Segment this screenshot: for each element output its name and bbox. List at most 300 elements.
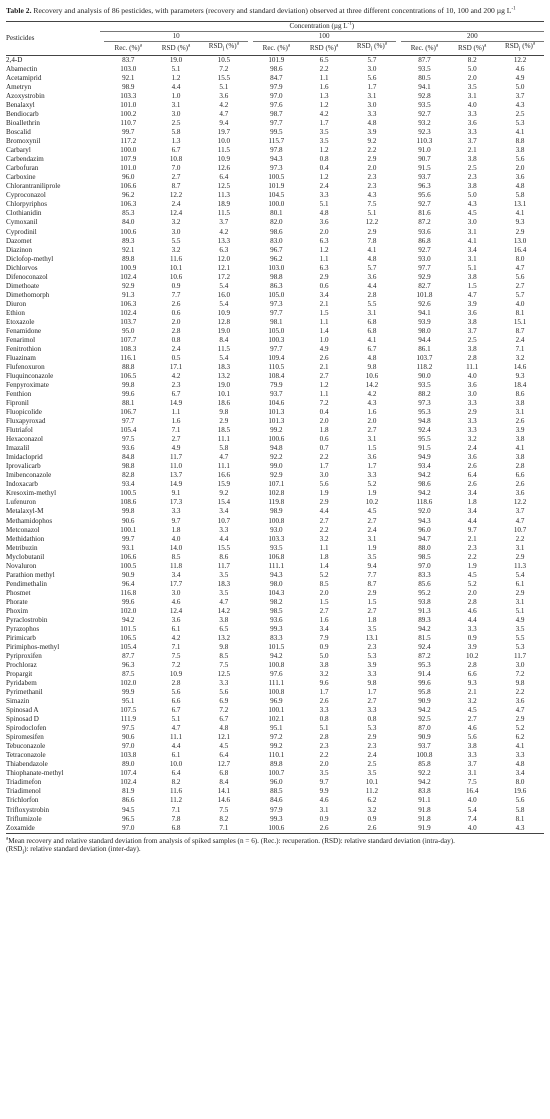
table-row [6,255,544,264]
pesticide-name: Spinosad A [6,706,39,715]
value-cell: 2.7 [319,372,329,380]
pesticide-name: Carbendazim [6,155,44,164]
value-cell: 91.5 [418,444,431,453]
table-row [6,336,544,345]
value-cell: 3.5 [219,588,229,597]
value-cell: 3.0 [319,471,329,480]
value-cell: 5.5 [171,236,181,245]
value-cell: 18.9 [217,200,231,209]
value-cell: 13.3 [217,236,231,245]
value-cell: 9.1 [171,489,181,498]
value-cell: 5.3 [515,642,525,651]
value-cell: 5.1 [467,263,477,272]
value-cell: 7.5 [367,200,377,209]
table-row [6,381,544,390]
value-cell: 96.0 [270,778,283,787]
value-cell: 5.2 [515,724,525,733]
value-cell: 92.1 [122,73,135,82]
value-cell: 3.5 [319,769,329,778]
pesticide-name: Fluazinam [6,353,36,362]
value-cell: 2.2 [367,146,377,155]
value-cell: 2.9 [367,155,377,164]
value-cell: 1.8 [367,615,377,624]
value-cell: 10.2 [365,498,379,507]
value-cell: 108.6 [120,498,137,507]
value-cell: 97.3 [270,164,283,173]
value-cell: 102.4 [120,308,137,317]
value-cell: 4.4 [467,516,477,525]
value-cell: 3.1 [467,92,477,101]
value-cell: 8.6 [515,390,525,399]
value-cell: 2.4 [367,525,377,534]
value-cell: 4.2 [367,390,377,399]
value-cell: 1.8 [319,552,329,561]
value-cell: 8.6 [219,552,229,561]
value-cell: 92.9 [418,272,431,281]
table-row [6,453,544,462]
value-cell: 3.2 [467,697,477,706]
table-row [6,264,544,273]
value-cell: 1.9 [467,561,477,570]
value-cell: 1.5 [319,308,329,317]
pesticide-name: Bioallethrin [6,119,40,128]
value-cell: 14.9 [169,480,183,489]
value-cell: 11.8 [169,561,183,570]
value-cell: 100.1 [268,706,285,715]
value-cell: 104.3 [268,588,285,597]
value-cell: 91.0 [418,146,431,155]
value-cell: 4.5 [467,209,477,218]
value-cell: 95.3 [418,408,431,417]
value-cell: 9.7 [319,778,329,787]
value-cell: 3.4 [219,507,229,516]
value-cell: 2.7 [171,435,181,444]
value-cell: 100.5 [268,173,285,182]
value-cell: 7.7 [171,290,181,299]
value-cell: 83.0 [270,236,283,245]
value-cell: 3.3 [467,624,477,633]
value-cell: 80.5 [418,73,431,82]
value-cell: 6.1 [515,579,525,588]
value-cell: 2.5 [467,335,477,344]
value-cell: 107.5 [120,706,137,715]
value-cell: 2.0 [319,588,329,597]
value-cell: 3.7 [515,92,525,101]
value-cell: 6.4 [219,173,229,182]
value-cell: 100.5 [120,561,137,570]
value-cell: 4.1 [515,209,525,218]
value-cell: 101.3 [268,408,285,417]
value-cell: 91.1 [418,796,431,805]
value-cell: 93.0 [270,525,283,534]
value-cell: 6.5 [219,624,229,633]
value-cell: 95.1 [270,724,283,733]
value-cell: 12.4 [169,209,183,218]
pesticide-name: Novaluron [6,561,37,570]
value-cell: 101.0 [120,164,137,173]
value-cell: 1.8 [171,525,181,534]
value-cell: 4.7 [515,706,525,715]
value-cell: 104.6 [268,399,285,408]
value-cell: 87.5 [122,670,135,679]
table-row [6,607,544,616]
value-cell: 3.3 [467,110,477,119]
value-cell: 5.7 [367,55,377,64]
value-cell: 9.8 [367,679,377,688]
value-cell: 4.1 [367,335,377,344]
subheader-rsd-100 [300,42,348,55]
value-cell: 92.9 [270,471,283,480]
subheader-rsd-text: RSD (%) [457,44,485,53]
value-cell: 95.2 [418,588,431,597]
value-cell: 95.5 [418,435,431,444]
value-cell: 2.3 [171,381,181,390]
value-cell: 4.2 [219,227,229,236]
value-cell: 14.2 [217,606,231,615]
value-cell: 3.8 [515,399,525,408]
value-cell: 3.1 [319,805,329,814]
value-cell: 3.9 [515,426,525,435]
pesticide-name: Pendimethalin [6,579,47,588]
value-cell: 101.5 [120,624,137,633]
value-cell: 2.0 [319,760,329,769]
value-cell: 4.3 [467,200,477,209]
value-cell: 106.3 [120,299,137,308]
value-cell: 3.5 [367,769,377,778]
value-cell: 83.3 [418,570,431,579]
value-cell: 4.8 [367,254,377,263]
pesticide-name: Flufenoxuron [6,362,45,371]
results-table [6,21,544,833]
value-cell: 3.5 [319,128,329,137]
value-cell: 96.2 [122,191,135,200]
value-cell: 4.1 [467,236,477,245]
pesticide-name: Fenarimol [6,335,36,344]
value-cell: 3.0 [367,64,377,73]
value-cell: 4.6 [171,597,181,606]
value-cell: 2.9 [467,408,477,417]
value-cell: 17.1 [169,362,183,371]
caption-sup: -1 [511,6,516,12]
value-cell: 18.3 [217,362,231,371]
value-cell: 101.3 [268,417,285,426]
value-cell: 5.2 [367,480,377,489]
value-cell: 94.5 [122,805,135,814]
value-cell: 84.8 [122,453,135,462]
value-cell: 102.0 [120,679,137,688]
value-cell: 3.1 [467,769,477,778]
value-cell: 5.3 [515,119,525,128]
value-cell: 2.2 [319,453,329,462]
value-cell: 92.7 [418,110,431,119]
pesticide-name: Fluopicolide [6,408,42,417]
value-cell: 3.3 [367,471,377,480]
value-cell: 93.5 [418,381,431,390]
value-cell: 4.4 [467,615,477,624]
value-cell: 91.9 [418,823,431,832]
value-cell: 13.1 [365,633,379,642]
value-cell: 1.2 [319,381,329,390]
value-cell: 103.0 [120,64,137,73]
value-cell: 4.8 [515,760,525,769]
value-cell: 6.7 [171,706,181,715]
value-cell: 7.1 [171,642,181,651]
value-cell: 2.1 [467,534,477,543]
pesticide-name: Cymoxanil [6,218,38,227]
value-cell: 89.8 [122,254,135,263]
value-cell: 3.8 [219,615,229,624]
value-cell: 7.8 [367,236,377,245]
value-cell: 87.2 [418,651,431,660]
value-cell: 19.0 [169,55,183,64]
value-cell: 85.6 [418,579,431,588]
value-cell: 5.6 [515,796,525,805]
value-cell: 99.3 [270,624,283,633]
value-cell: 12.1 [217,733,231,742]
value-cell: 11.1 [466,362,479,371]
value-cell: 9.8 [367,362,377,371]
value-cell: 92.4 [418,642,431,651]
pesticide-name: Methamidophos [6,516,53,525]
value-cell: 96.0 [418,525,431,534]
value-cell: 2.4 [467,444,477,453]
value-cell: 95.8 [418,688,431,697]
value-cell: 10.1 [365,778,379,787]
value-cell: 7.4 [467,814,477,823]
value-cell: 3.2 [319,534,329,543]
subheader-rsdi-text: RSD [504,42,519,51]
value-cell: 3.7 [467,137,477,146]
value-cell: 6.1 [171,751,181,760]
value-cell: 9.2 [367,137,377,146]
pesticide-name: Azoxystrobin [6,92,45,101]
value-cell: 5.6 [319,480,329,489]
value-cell: 7.2 [171,661,181,669]
value-cell: 7.2 [219,64,229,73]
value-cell: 3.4 [515,769,525,778]
subheader-rsd-sup: a [484,43,487,49]
value-cell: 10.8 [169,155,183,164]
value-cell: 84.0 [122,218,135,227]
pesticide-name: Bendiocarb [6,110,39,119]
value-cell: 4.4 [367,281,377,290]
pesticide-name: Simazin [6,697,30,706]
value-cell: 107.1 [268,480,285,489]
pesticide-name: Pirimicarb [6,633,36,642]
value-cell: 94.2 [418,471,431,480]
value-cell: 2.6 [171,299,181,308]
value-cell: 2.0 [467,588,477,597]
value-cell: 3.2 [319,670,329,679]
table-row [6,399,544,408]
value-cell: 6.4 [219,751,229,760]
value-cell: 6.9 [219,697,229,706]
value-cell: 3.6 [467,453,477,462]
pesticide-name: Iprovalicarb [6,462,41,471]
table-row [6,616,544,625]
pesticide-name: Diuron [6,299,27,308]
value-cell: 13.2 [217,372,231,380]
value-cell: 3.3 [367,706,377,715]
value-cell: 87.2 [418,218,431,227]
value-cell: 2.9 [367,588,377,597]
table-row [6,300,544,309]
table-row [6,354,544,363]
value-cell: 3.8 [515,146,525,155]
value-cell: 2.7 [367,697,377,706]
value-cell: 93.4 [122,480,135,489]
value-cell: 11.0 [169,462,183,471]
value-cell: 19.0 [217,326,231,335]
value-cell: 8.1 [515,308,525,317]
value-cell: 86.3 [270,281,283,290]
value-cell: 5.7 [367,263,377,272]
value-cell: 9.4 [219,119,229,128]
value-cell: 14.0 [169,543,183,552]
footnote-rsdi-text-end: ): relative standard deviation (inter-day). [24,845,141,854]
value-cell: 2.8 [467,661,477,669]
subheader-rsd-10 [152,42,200,55]
value-cell: 97.7 [418,263,431,272]
pesticide-name: Dichlorvos [6,263,38,272]
value-cell: 5.8 [171,128,181,137]
value-cell: 5.3 [367,724,377,733]
value-cell: 10.9 [217,155,231,164]
value-cell: 8.7 [515,326,525,335]
value-cell: 8.1 [515,814,525,823]
value-cell: 3.1 [367,435,377,444]
value-cell: 11.6 [169,254,183,263]
value-cell: 4.1 [515,742,525,751]
value-cell: 10.0 [169,760,183,769]
value-cell: 6.1 [171,624,181,633]
value-cell: 96.7 [270,245,283,254]
value-cell: 8.7 [367,579,377,588]
value-cell: 95.6 [418,191,431,200]
value-cell: 2.8 [515,462,525,471]
value-cell: 93.5 [270,543,283,552]
value-cell: 0.8 [319,155,329,164]
value-cell: 1.6 [319,83,329,91]
value-cell: 1.1 [319,317,329,326]
value-cell: 3.7 [467,760,477,769]
value-cell: 0.6 [171,308,181,317]
table-row [6,228,544,237]
value-cell: 5.6 [467,733,477,742]
pesticide-name: Chlorantraniliprole [6,182,61,191]
pesticide-name: Phoxim [6,606,29,615]
table-row [6,462,544,471]
value-cell: 6.3 [319,236,329,245]
value-cell: 99.3 [270,814,283,823]
value-cell: 4.7 [515,263,525,272]
value-cell: 2.5 [171,119,181,128]
value-cell: 93.5 [418,64,431,73]
value-cell: 11.6 [169,787,183,796]
value-cell: 89.3 [418,615,431,624]
value-cell: 3.4 [467,489,477,498]
pesticide-name: Carboxine [6,173,36,182]
value-cell: 2.8 [171,679,181,688]
table-row [6,327,544,336]
value-cell: 100.6 [120,227,137,236]
subheader-rsdi-text-end: (%) [520,42,533,51]
value-cell: 1.7 [367,688,377,697]
pesticide-name: Zoxamide [6,823,35,832]
value-cell: 16.0 [217,290,231,299]
value-cell: 3.0 [467,218,477,227]
value-cell: 3.6 [515,489,525,498]
table-row [6,435,544,444]
table-row [6,517,544,526]
pesticide-name: Hexaconazol [6,435,44,444]
value-cell: 8.8 [515,137,525,146]
table-row [6,715,544,724]
value-cell: 0.8 [319,715,329,724]
value-cell: 86.8 [418,236,431,245]
value-cell: 90.6 [122,516,135,525]
value-cell: 12.4 [169,606,183,615]
value-cell: 0.9 [319,642,329,651]
value-cell: 2.4 [171,200,181,209]
table-row [6,787,544,796]
value-cell: 3.5 [367,624,377,633]
value-cell: 1.4 [319,326,329,335]
value-cell: 4.7 [467,290,477,299]
value-cell: 9.8 [515,679,525,688]
pesticide-name: Metalaxyl-M [6,507,44,516]
value-cell: 88.8 [122,362,135,371]
value-cell: 2.6 [319,823,329,832]
value-cell: 92.9 [122,281,135,290]
value-cell: 3.6 [467,381,477,390]
pesticide-name: Bromoxynil [6,137,41,146]
value-cell: 93.6 [418,227,431,236]
value-cell: 13.1 [513,200,527,209]
value-cell: 12.7 [217,760,231,769]
value-cell: 2.3 [319,742,329,751]
table-row [6,769,544,778]
value-cell: 109.4 [268,353,285,362]
value-cell: 1.1 [319,390,329,399]
value-cell: 16.4 [513,245,527,254]
pesticide-name: Spinosad D [6,715,39,724]
value-cell: 2.8 [467,597,477,606]
value-cell: 94.3 [270,155,283,164]
subheader-rec-100 [253,42,301,55]
value-cell: 5.4 [219,281,229,290]
footnote-rsdi [6,845,544,857]
value-cell: 2.7 [319,606,329,615]
value-cell: 2.1 [467,688,477,697]
value-cell: 5.1 [367,209,377,218]
table-row [6,489,544,498]
value-cell: 87.0 [418,724,431,733]
subheader-rec-text: Rec. (%) [262,44,288,53]
subheader-rsd-200 [448,42,496,55]
value-cell: 82.0 [270,218,283,227]
value-cell: 19.6 [513,787,527,796]
value-cell: 3.7 [467,326,477,335]
value-cell: 16.6 [217,471,231,480]
value-cell: 6.3 [219,245,229,254]
value-cell: 93.0 [418,254,431,263]
value-cell: 4.7 [515,516,525,525]
value-cell: 1.9 [367,543,377,552]
value-cell: 1.8 [319,426,329,435]
value-cell: 99.2 [270,742,283,751]
value-cell: 99.7 [122,128,135,137]
